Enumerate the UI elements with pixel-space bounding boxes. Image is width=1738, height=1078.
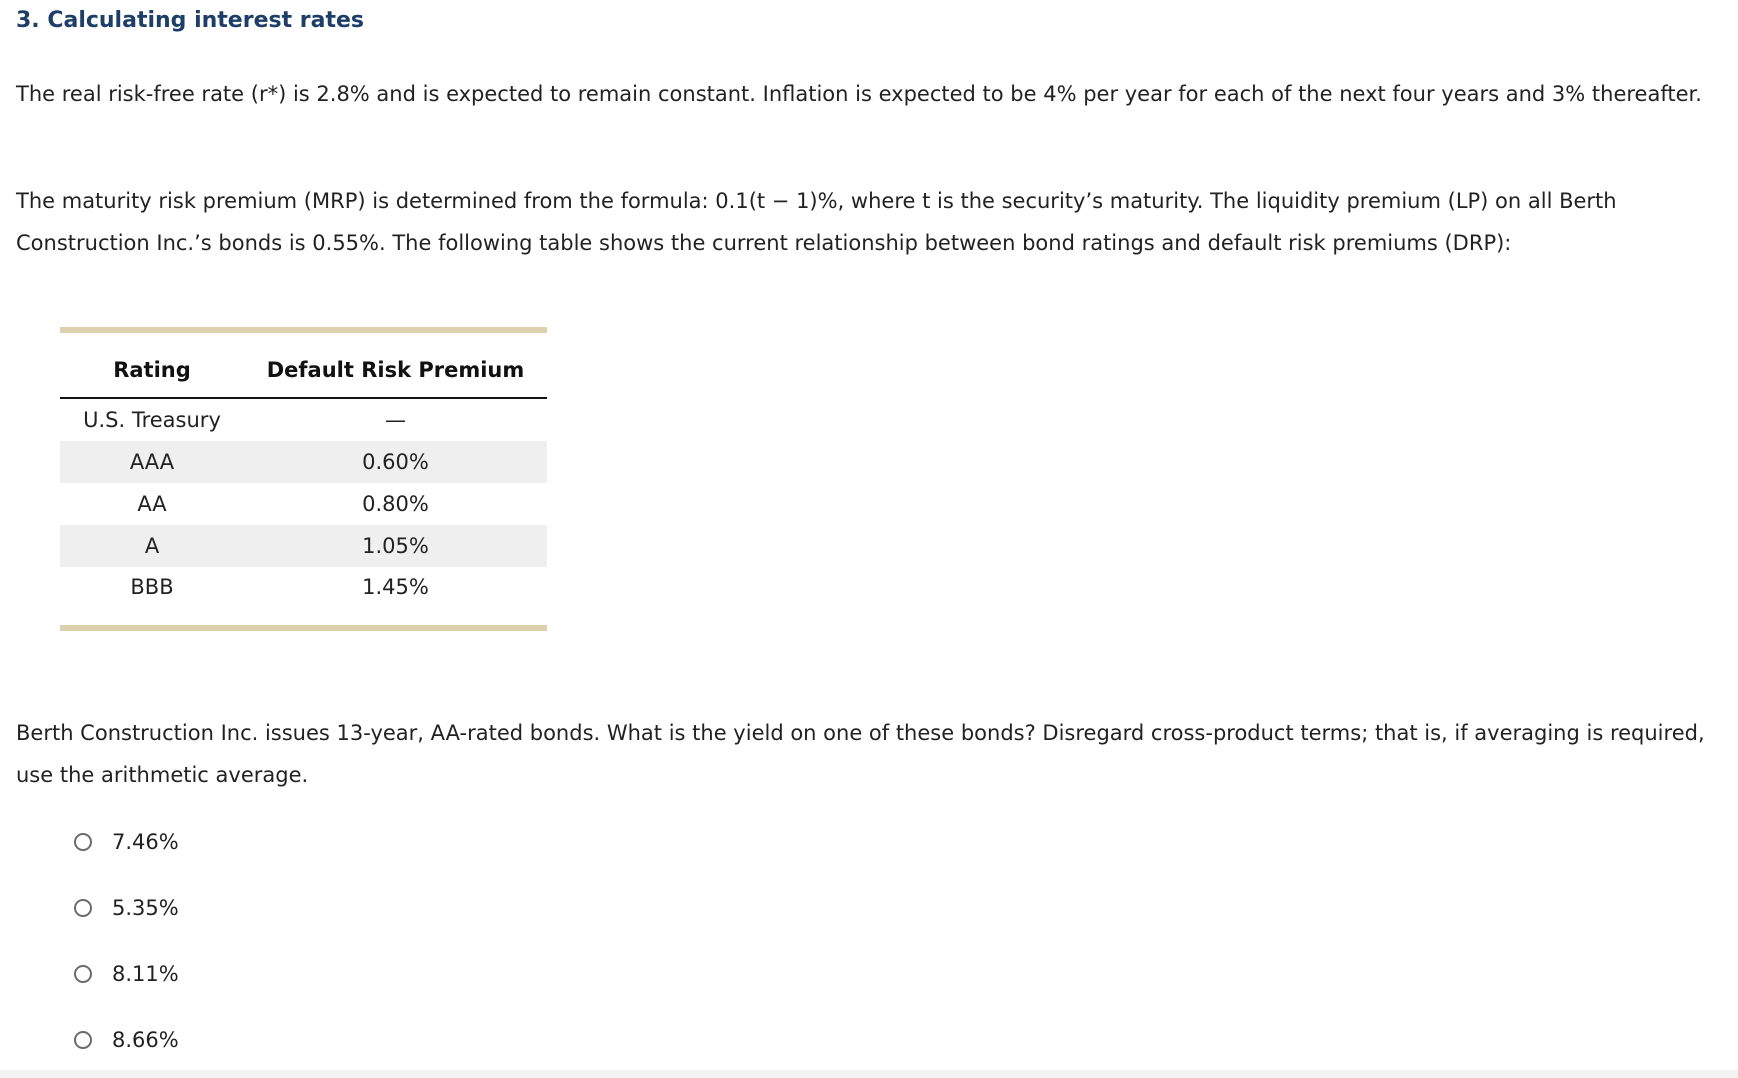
premium-column-header: Default Risk Premium xyxy=(244,330,547,398)
table-row xyxy=(60,525,547,567)
answer-option-2[interactable] xyxy=(74,896,179,920)
rating-cell: AAA xyxy=(60,441,244,483)
table-row xyxy=(60,483,547,525)
premium-cell: 1.05% xyxy=(244,525,547,567)
question-title: 3. Calculating interest rates xyxy=(16,8,364,33)
rating-column-header: Rating xyxy=(60,330,244,398)
rating-cell: AA xyxy=(137,492,167,516)
answer-option-1[interactable] xyxy=(74,830,179,854)
question-paragraph: Berth Construction Inc. issues 13-year, AA-rated bonds. What is the yield on one of these bonds? Disregard cross-product terms; that is, if averaging is required, use the arithmetic average. xyxy=(16,721,1705,787)
answer-option-label: 5.35% xyxy=(112,896,179,920)
premium-cell: 0.80% xyxy=(362,492,429,516)
answer-option-label: 7.46% xyxy=(112,830,179,854)
table-row xyxy=(60,567,547,628)
table-row xyxy=(60,398,547,441)
answer-option-4[interactable] xyxy=(74,1028,179,1052)
rating-cell: U.S. Treasury xyxy=(83,408,221,432)
rating-cell: BBB xyxy=(130,575,174,599)
answer-option-label: 8.11% xyxy=(112,962,179,986)
radio-button[interactable] xyxy=(74,1031,92,1049)
table-header-row xyxy=(60,330,547,398)
table-row xyxy=(60,441,547,483)
radio-button[interactable] xyxy=(74,899,92,917)
intro-paragraph: The real risk-free rate (r*) is 2.8% and is expected to remain constant. Inflation is expected to be 4% per year for each of the next four years and 3% thereafter. xyxy=(16,82,1702,106)
radio-button[interactable] xyxy=(74,833,92,851)
premium-cell: — xyxy=(385,408,406,432)
rating-cell: A xyxy=(60,525,244,567)
default-risk-premium-table xyxy=(60,327,547,631)
radio-button[interactable] xyxy=(74,965,92,983)
answer-option-label: 8.66% xyxy=(112,1028,179,1052)
premium-cell: 0.60% xyxy=(244,441,547,483)
answer-option-3[interactable] xyxy=(74,962,179,986)
premium-paragraph: The maturity risk premium (MRP) is determined from the formula: 0.1(t − 1)%, where t is the security’s maturity. The liquidity premium (LP) on all Berth Construction Inc.’s bonds is 0.55%. The following table shows the current relationship between bond ratings and default risk premiums (DRP): xyxy=(16,189,1617,255)
page-bottom-edge xyxy=(0,1070,1738,1078)
premium-cell: 1.45% xyxy=(362,575,429,599)
